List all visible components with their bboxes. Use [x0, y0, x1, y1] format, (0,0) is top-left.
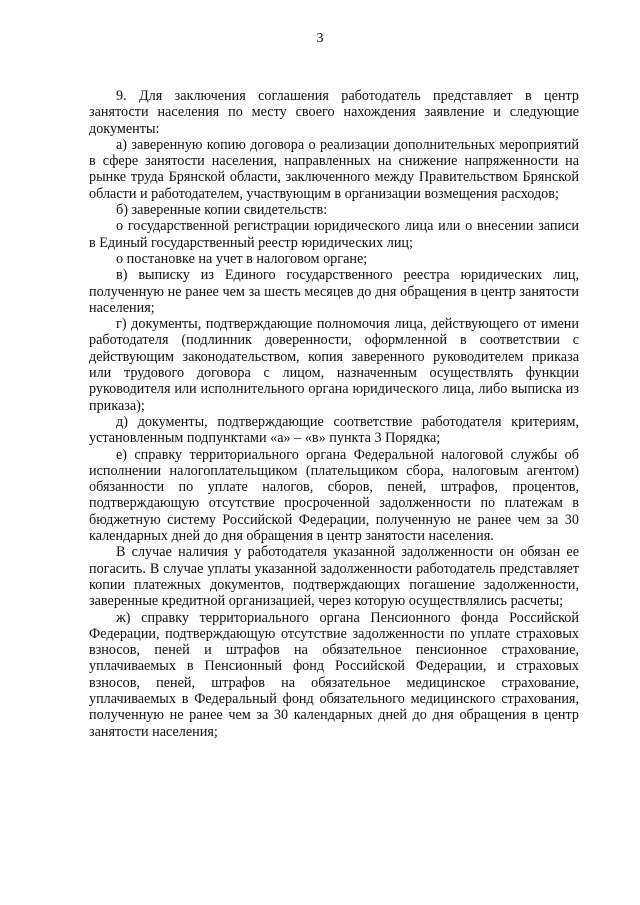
paragraph-registration-certificate: о государственной регистрации юридического лица или о внесении записи в Единый государственный реестр юридических лиц; — [89, 218, 579, 251]
paragraph-item-v: в) выписку из Единого государственного реестра юридических лиц, полученную не ранее чем за шесть месяцев до дня обращения в центр занятости населения; — [89, 267, 579, 316]
paragraph-item-b: б) заверенные копии свидетельств: — [116, 202, 328, 219]
paragraph-item-a: а) заверенную копию договора о реализации дополнительных мероприятий в сфере занятости населения, направленных на снижение напряженности на рынке труда Брянской области, заключенного между Правительством Брянской области и работодателем, участвующим в организации возмещения расходов; — [89, 136, 579, 202]
paragraph-item-d: д) документы, подтверждающие соответствие работодателя критериям, установленным подпунктами «а» – «в» пункта 3 Порядка; — [89, 413, 579, 447]
paragraph-item-e: е) справку территориального органа Федеральной налоговой службы об исполнении налогоплательщиком (плательщиком сбора, налоговым агентом) обязанности по уплате налогов, сборов, пеней, штрафов, процентов, подтверждающую отсутствие просроченной задолженности по платежам в бюджетную систему Российской Федерации, полученную не ранее чем за 30 календарных дней до дня обращения в центр занятости населения. — [89, 446, 579, 545]
paragraph-debt-repayment: В случае наличия у работодателя указанной задолженности он обязан ее погасить. В случае уплаты указанной задолженности работодатель представляет копии платежных документов, подтверждающих погашение задолженности, заверенные кредитной организацией, через которую осуществлялись расчеты; — [89, 544, 579, 610]
paragraph-item-zh: ж) справку территориального органа Пенсионного фонда Российской Федерации, подтверждающую отсутствие задолженности по уплате страховых взносов, пеней и штрафов на обязательное пенсионное страхование, уплачиваемых в Пенсионный фонд Российской Федерации, и страховых взносов, пеней, штрафов на обязательное медицинское страхование, уплачиваемых в Федеральный фонд обязательного медицинского страхования, полученную не ранее чем за 30 календарных дней до дня обращения в центр занятости населения; — [89, 609, 579, 740]
paragraph-item-g: г) документы, подтверждающие полномочия лица, действующего от имени работодателя (подлинник доверенности, оформленной в соответствии с действующим законодательством, копия заверенного руководителем приказа или трудового договора с лицом, назначенным осуществлять функции руководителя или исполнительного органа юридического лица, либо выписка из приказа); — [89, 316, 579, 414]
paragraph-9-intro: 9. Для заключения соглашения работодатель представляет в центр занятости населения по месту своего нахождения заявление и следующие документы: — [89, 88, 579, 137]
page-number: 3 — [316, 31, 324, 46]
document-body — [89, 88, 579, 740]
paragraph-tax-registration: о постановке на учет в налоговом органе; — [116, 250, 368, 267]
